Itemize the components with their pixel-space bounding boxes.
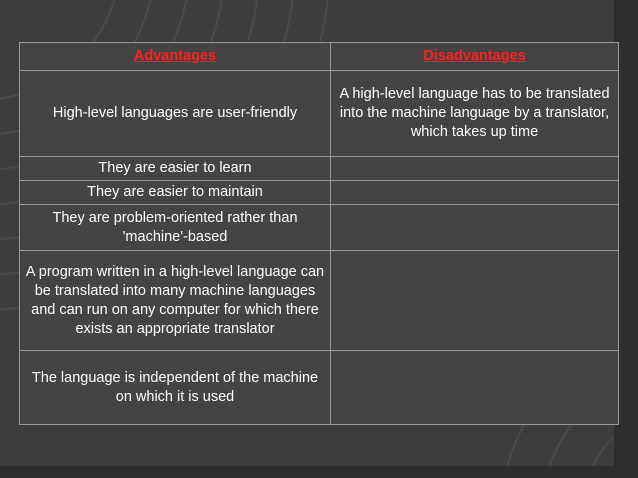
table-row — [20, 157, 619, 181]
disadvantage-cell — [331, 351, 619, 425]
disadvantage-cell — [331, 181, 619, 205]
advantage-cell: They are easier to learn — [20, 157, 331, 181]
disadvantage-cell: A high-level language has to be translated into the machine language by a translator, which takes up time — [331, 71, 619, 157]
advantage-cell: High-level languages are user-friendly — [20, 71, 331, 157]
table-row — [20, 181, 619, 205]
advantage-cell: They are problem-oriented rather than 'machine'-based — [20, 205, 331, 251]
table-header-row — [20, 43, 619, 71]
advantage-cell: A program written in a high-level language can be translated into many machine languages and can run on any computer for which there exists an appropriate translator — [20, 251, 331, 351]
table-row — [20, 351, 619, 425]
header-advantages: Advantages — [20, 43, 331, 71]
header-disadvantages: Disadvantages — [331, 43, 619, 71]
disadvantage-cell — [331, 157, 619, 181]
advantage-cell: They are easier to maintain — [20, 181, 331, 205]
table-row — [20, 251, 619, 351]
table-row — [20, 71, 619, 157]
advantage-cell: The language is independent of the machine on which it is used — [20, 351, 331, 425]
disadvantage-cell — [331, 205, 619, 251]
table-row — [20, 205, 619, 251]
comparison-table — [19, 42, 619, 425]
disadvantage-cell — [331, 251, 619, 351]
